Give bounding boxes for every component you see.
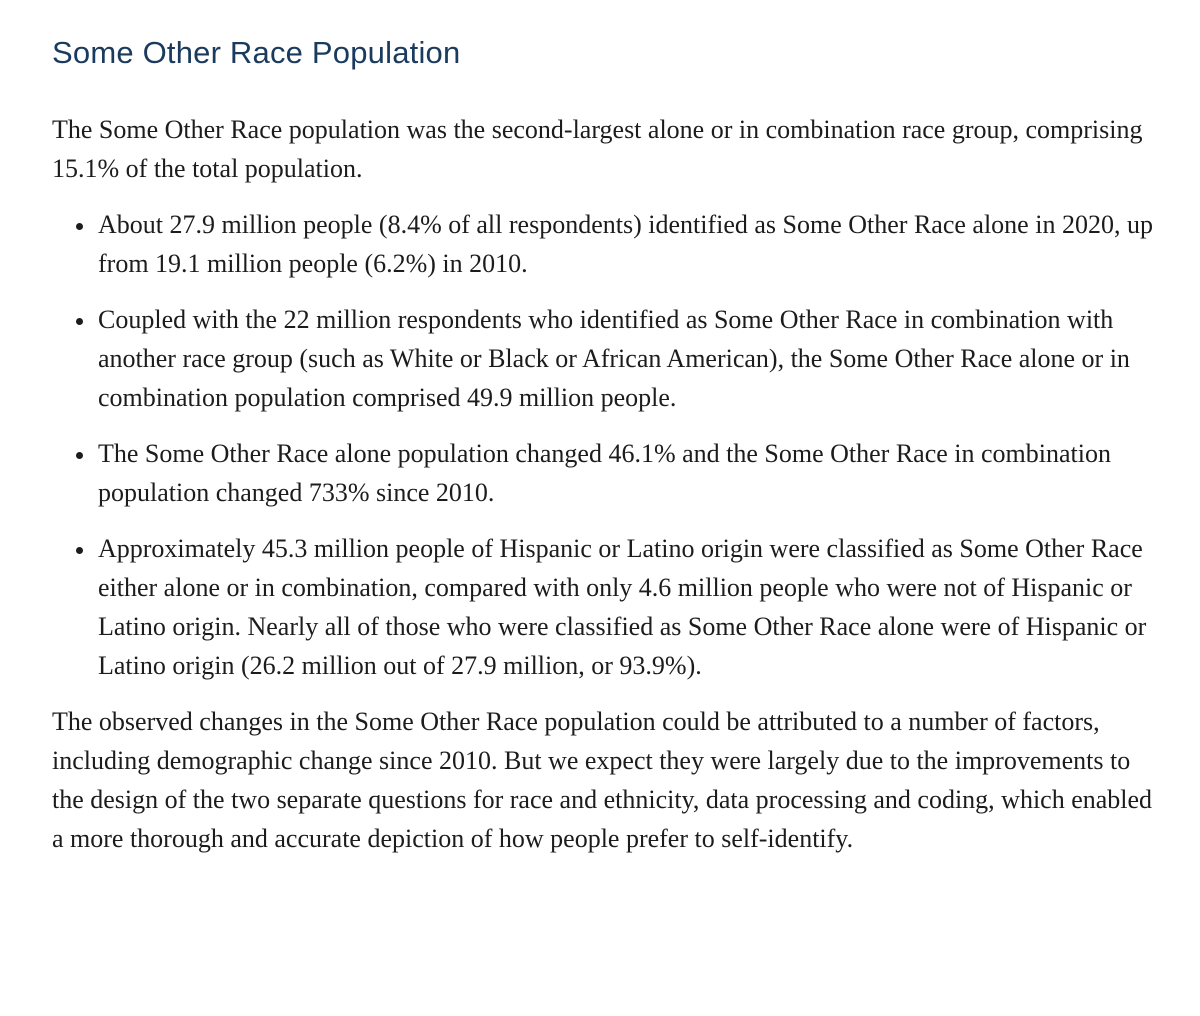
intro-paragraph: The Some Other Race population was the second-largest alone or in combination race group, comprising 15.1% of the total population. bbox=[52, 115, 1143, 184]
list-item: • The Some Other Race alone population changed 46.1% and the Some Other Race in combination population changed 733% since 2010. bbox=[96, 434, 1158, 512]
key-findings-list bbox=[52, 205, 1158, 685]
list-item: • Coupled with the 22 million respondents who identified as Some Other Race in combination with another race group (such as White or Black or African American), the Some Other Race alone or in combination population comprised 49.9 million people. bbox=[96, 300, 1158, 417]
list-item: • Approximately 45.3 million people of Hispanic or Latino origin were classified as Some Other Race either alone or in combination, compared with only 4.6 million people who were not of Hispanic or Latino origin. Nearly all of those who were classified as Some Other Race alone were of Hispanic or Latino origin (26.2 million out of 27.9 million, or 93.9%). bbox=[96, 529, 1158, 685]
section-title: Some Other Race Population bbox=[52, 35, 461, 70]
list-item: • About 27.9 million people (8.4% of all respondents) identified as Some Other Race alone in 2020, up from 19.1 million people (6.2%) in 2010. bbox=[96, 205, 1158, 283]
closing-paragraph: The observed changes in the Some Other Race population could be attributed to a number of factors, including demographic change since 2010. But we expect they were largely due to the improvements to the design of the two separate questions for race and ethnicity, data processing and coding, which enabled a more thorough and accurate depiction of how people prefer to self-identify. bbox=[52, 707, 1153, 854]
